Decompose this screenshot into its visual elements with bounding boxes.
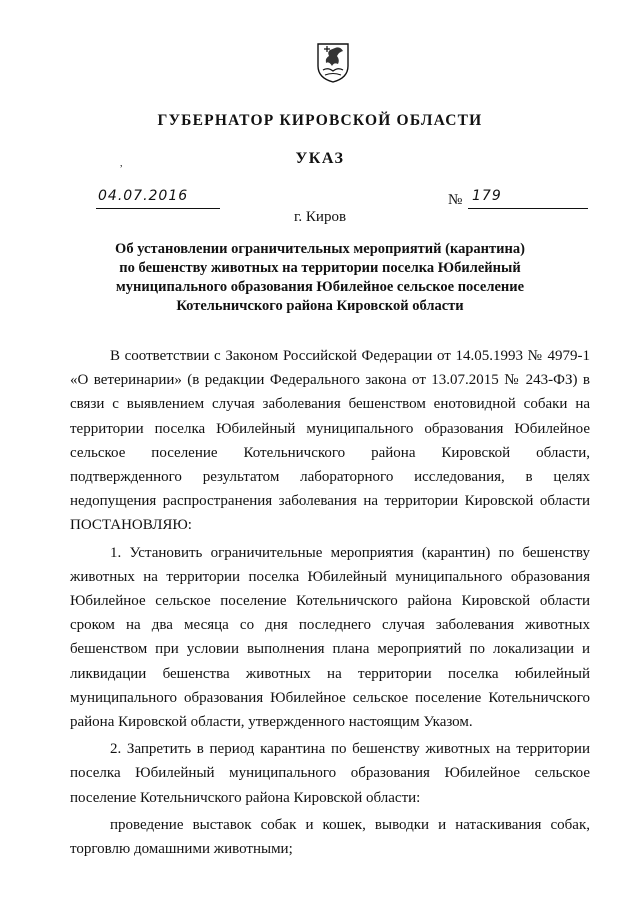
number-line xyxy=(468,186,588,209)
clause-2-paragraph: 2. Запретить в период карантина по бешенству животных на территории поселка Юбилейный муниципального образования Юбилейное сельское поселение Котельничского района Кировской области: xyxy=(70,741,590,806)
kirov-coat-of-arms-icon xyxy=(316,42,350,84)
title-line: по бешенству животных на территории поселка Юбилейный xyxy=(119,260,521,276)
decree-date-field xyxy=(96,186,220,209)
stray-mark: , xyxy=(120,158,123,169)
decree-number-field xyxy=(448,186,588,208)
document-type: УКАЗ xyxy=(295,150,345,167)
clause-1-paragraph: 1. Установить ограничительные мероприятия (карантин) по бешенству животных на территории поселка Юбилейный муниципального образования Юбилейное сельское поселение Котельничского района Кировской области сроком на два месяца со дня последнего случая заболевания животных бешенством при условии выполнения плана мероприятий по локализации и ликвидации бешенства животных на территории поселка юбилейный муниципального образования Юбилейное сельское поселение Котельничского района Кировской области, утвержденного настоящим Указом. xyxy=(70,544,590,731)
title-line: Об установлении ограничительных мероприятий (карантина) xyxy=(115,241,525,257)
decree-number: 179 xyxy=(472,188,502,204)
decree-body xyxy=(70,344,590,861)
clause-2-subitem-paragraph: проведение выставок собак и кошек, выводки и натаскивания собак, торговлю домашними животными; xyxy=(70,816,590,858)
decree-title xyxy=(100,240,540,316)
issuing-authority: ГУБЕРНАТОР КИРОВСКОЙ ОБЛАСТИ xyxy=(157,112,483,129)
decree-date: 04.07.2016 xyxy=(98,188,189,204)
number-sign: № xyxy=(448,192,463,208)
coat-of-arms-emblem xyxy=(316,42,350,84)
place-of-issue: г. Киров xyxy=(293,209,347,225)
preamble-paragraph: В соответствии с Законом Российской Федерации от 14.05.1993 № 4979-1 «О ветеринарии» (в редакции Федерального закона от 13.07.2015 № 243-ФЗ) в связи с выявлением случая заболевания бешенством енотовидной собаки на территории поселка Юбилейный муниципального образования Юбилейное сельское поселение Котельничского района Кировской области, подтвержденного результатом лабораторного исследования, в целях недопущения распространения заболевания на территории Кировской области ПОСТАНОВЛЯЮ: xyxy=(70,348,590,534)
title-line: Котельничского района Кировской области xyxy=(176,298,464,314)
title-line: муниципального образования Юбилейное сельское поселение xyxy=(115,279,525,295)
